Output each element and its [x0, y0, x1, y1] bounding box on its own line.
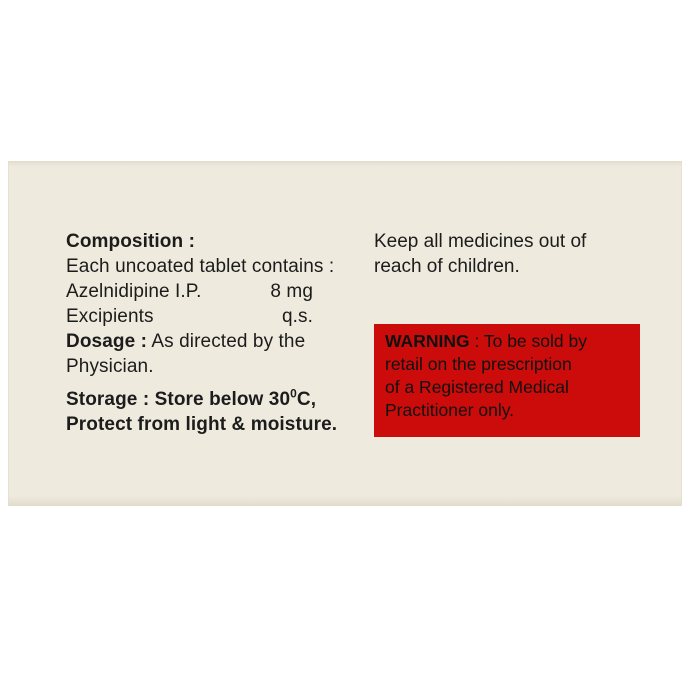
ingredient-name: Azelnidipine I.P. [66, 281, 202, 302]
storage-line-1 [66, 387, 371, 412]
warning-line-4: Practitioner only. [385, 400, 515, 420]
warning-line-1-rest: : To be sold by [469, 331, 587, 351]
storage-text-a: Storage : Store below 30 [66, 389, 291, 410]
ingredient-row [66, 304, 313, 329]
ingredient-row [66, 279, 313, 304]
dosage-line [66, 329, 371, 354]
medicine-carton-panel [8, 161, 682, 506]
dosage-label: Dosage : [66, 331, 148, 352]
composition-column [66, 229, 371, 437]
keep-away-column [374, 229, 639, 279]
ingredient-name: Excipients [66, 306, 154, 327]
warning-box [374, 324, 640, 437]
ingredient-amount: 8 mg [270, 281, 313, 302]
dosage-line-2: Physician. [66, 356, 154, 377]
warning-line-1 [385, 330, 631, 353]
dosage-text: As directed by the [147, 331, 306, 352]
storage-text-b: C, [296, 389, 317, 410]
keep-out-of-reach-line-2: reach of children. [374, 256, 520, 277]
warning-line-2: retail on the prescription [385, 354, 572, 374]
warning-label: WARNING [385, 331, 470, 351]
storage-line-2: Protect from light & moisture. [66, 414, 338, 435]
degree-superscript: 0 [290, 386, 297, 401]
warning-line-3: of a Registered Medical [385, 377, 569, 397]
composition-heading: Composition : [66, 231, 196, 252]
composition-subheading: Each uncoated tablet contains : [66, 256, 335, 277]
keep-out-of-reach-line-1: Keep all medicines out of [374, 231, 587, 252]
ingredient-amount: q.s. [281, 306, 313, 327]
spacer [66, 379, 371, 387]
